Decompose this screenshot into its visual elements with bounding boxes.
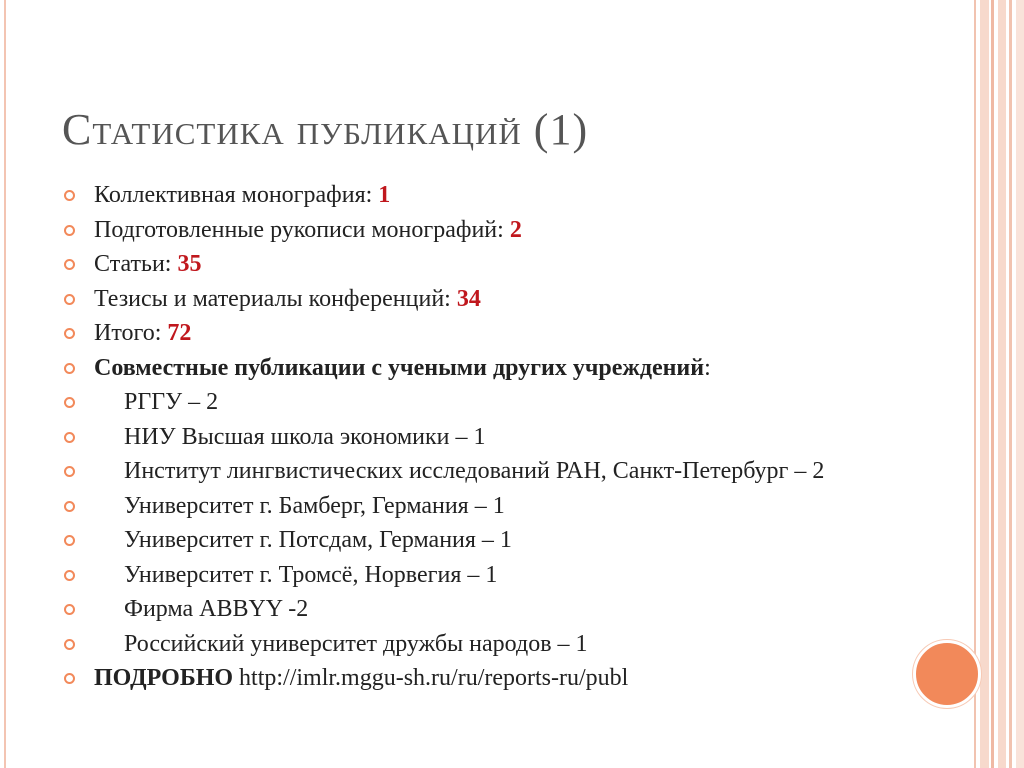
institution-item: Институт лингвистических исследований РАН, Санкт-Петербург – 2 xyxy=(62,458,892,485)
circle-bullet-icon xyxy=(64,363,75,374)
institution-item: Университет г. Тромсё, Норвегия – 1 xyxy=(62,562,892,589)
circle-bullet-icon xyxy=(64,673,75,684)
list-item: Статьи: 35 xyxy=(62,251,892,278)
institution-item: Фирма ABBYY -2 xyxy=(62,596,892,623)
circle-bullet-icon xyxy=(64,294,75,305)
list-item: Итого: 72 xyxy=(62,320,892,347)
details-link[interactable]: http://imlr.mggu-sh.ru/ru/reports-ru/publ xyxy=(233,665,629,691)
circle-bullet-icon xyxy=(64,501,75,512)
circle-bullet-icon xyxy=(64,604,75,615)
circle-bullet-icon xyxy=(64,466,75,477)
left-border xyxy=(0,0,10,768)
slide-content xyxy=(62,182,892,700)
institution-item: Российский университет дружбы народов – 1 xyxy=(62,631,892,658)
details-link-item[interactable]: ПОДРОБНО http://imlr.mggu-sh.ru/ru/reports-ru/publ xyxy=(62,665,892,692)
slide-title: Статистика публикаций (1) xyxy=(62,105,589,154)
circle-bullet-icon xyxy=(64,190,75,201)
circle-bullet-icon xyxy=(64,639,75,650)
circle-bullet-icon xyxy=(64,432,75,443)
institution-item: РГГУ – 2 xyxy=(62,389,892,416)
list-item: Коллективная монография: 1 xyxy=(62,182,892,209)
list-item: Тезисы и материалы конференций: 34 xyxy=(62,286,892,313)
joint-publications-heading: Совместные публикации с учеными других учреждений: xyxy=(62,355,892,382)
circle-bullet-icon xyxy=(64,328,75,339)
circle-bullet-icon xyxy=(64,397,75,408)
institution-item: НИУ Высшая школа экономики – 1 xyxy=(62,424,892,451)
institution-item: Университет г. Бамберг, Германия – 1 xyxy=(62,493,892,520)
decorative-circle xyxy=(913,640,981,708)
circle-bullet-icon xyxy=(64,259,75,270)
right-decor-stripes xyxy=(974,0,1024,768)
circle-bullet-icon xyxy=(64,225,75,236)
circle-bullet-icon xyxy=(64,535,75,546)
list-item: Подготовленные рукописи монографий: 2 xyxy=(62,217,892,244)
institution-item: Университет г. Потсдам, Германия – 1 xyxy=(62,527,892,554)
circle-bullet-icon xyxy=(64,570,75,581)
